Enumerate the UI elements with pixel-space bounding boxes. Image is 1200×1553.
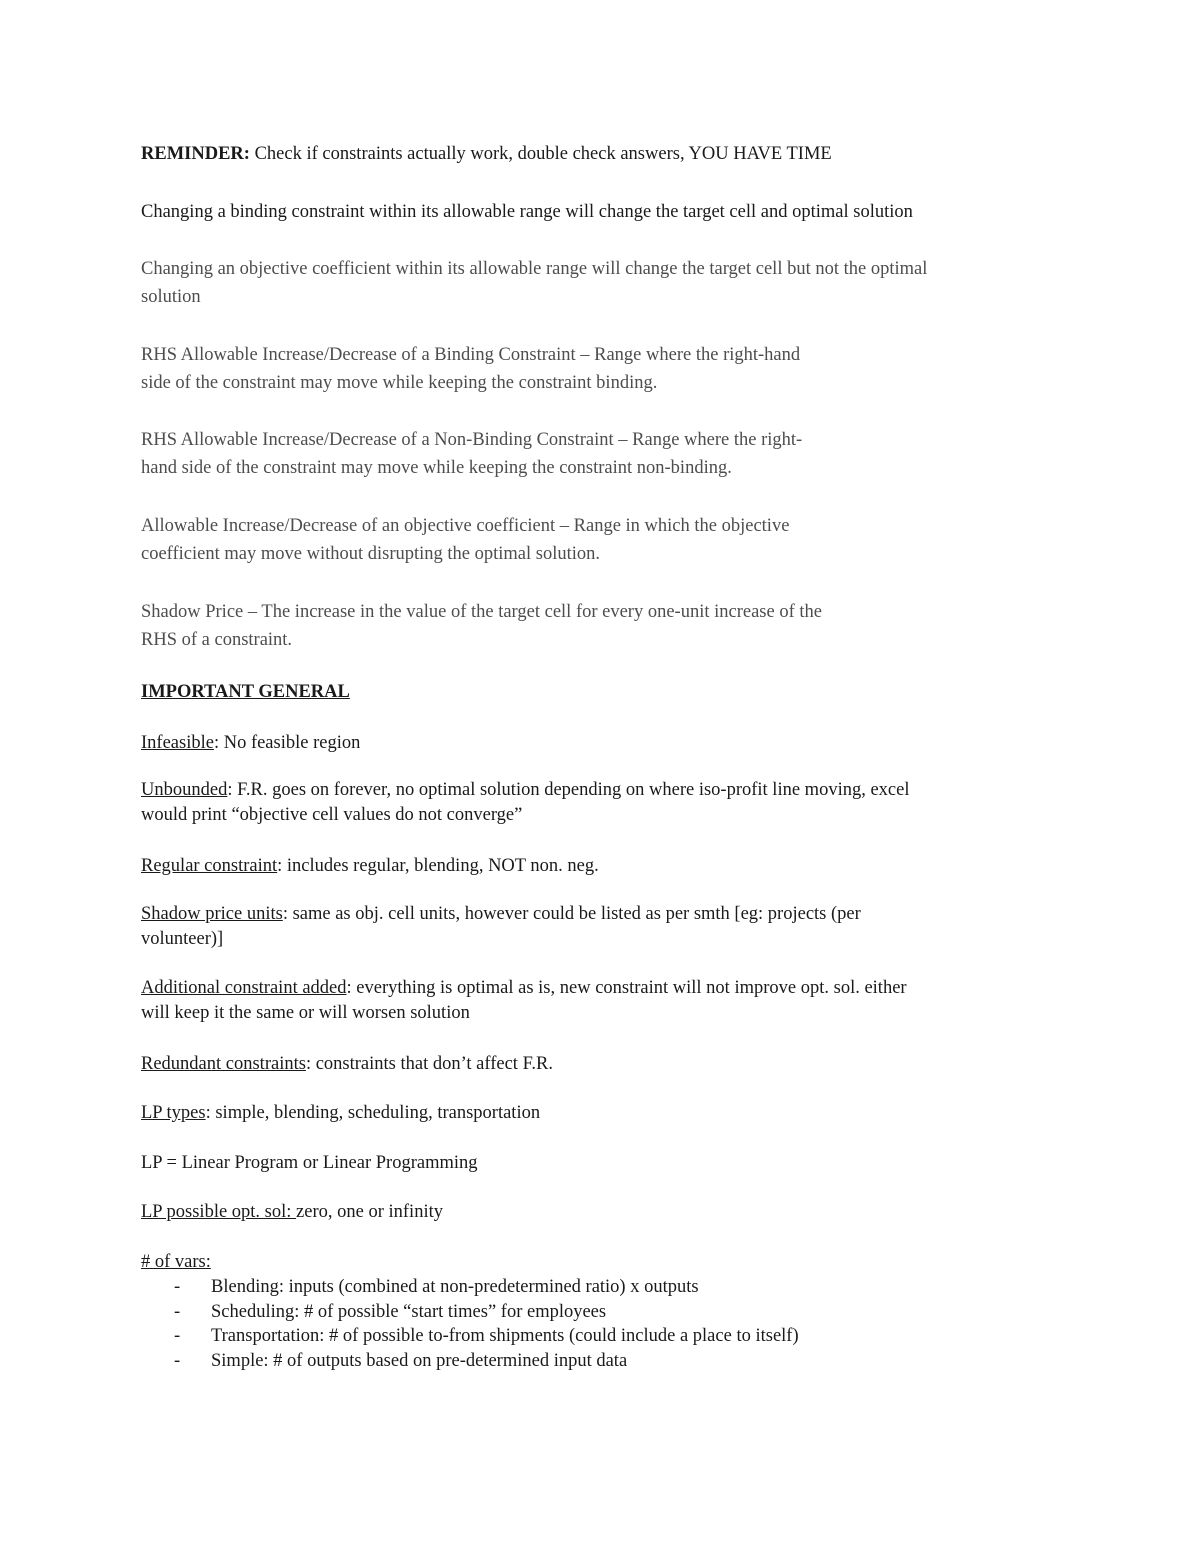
term-regular-constraint: Regular constraint: includes regular, blending, NOT non. neg. xyxy=(141,856,599,876)
note-objective-coefficient: Changing an objective coefficient within its allowable range will change the target cell but not the optimal solution xyxy=(141,259,928,307)
note-rhs-non-binding: RHS Allowable Increase/Decrease of a Non-Binding Constraint – Range where the right- hand side of the constraint may move while keeping the constraint non-binding. xyxy=(141,430,803,478)
term-unbounded: Unbounded: F.R. goes on forever, no optimal solution depending on where iso-profit line moving, excel would print “objective cell values do not converge” xyxy=(141,780,910,825)
term-infeasible: Infeasible: No feasible region xyxy=(141,733,361,753)
term-lp-definition: LP = Linear Program or Linear Programming xyxy=(141,1153,478,1173)
note-allowable-objective: Allowable Increase/Decrease of an objective coefficient – Range in which the objective coefficient may move without disrupting the optimal solution. xyxy=(141,516,790,564)
dash-bullet-icon: - xyxy=(174,1326,181,1346)
reminder-line xyxy=(141,140,1081,168)
important-heading: IMPORTANT GENERAL xyxy=(141,682,350,702)
vars-heading: # of vars: xyxy=(141,1252,211,1272)
note-binding-constraint: Changing a binding constraint within its allowable range will change the target cell and optimal solution xyxy=(141,202,913,222)
reminder-text: Check if constraints actually work, double check answers, YOU HAVE TIME xyxy=(249,144,832,164)
dash-bullet-icon: - xyxy=(174,1302,181,1322)
term-redundant-constraints: Redundant constraints: constraints that don’t affect F.R. xyxy=(141,1054,553,1074)
term-shadow-price-units: Shadow price units: same as obj. cell units, however could be listed as per smth [eg: projects (per volunteer)] xyxy=(141,904,861,949)
dash-bullet-icon: - xyxy=(174,1277,181,1297)
term-lp-possible-solutions: LP possible opt. sol: zero, one or infinity xyxy=(141,1202,443,1222)
term-additional-constraint: Additional constraint added: everything is optimal as is, new constraint will not improve opt. sol. either will keep it the same or will worsen solution xyxy=(141,978,907,1023)
document-page: REMINDER: Check if constraints actually work, double check answers, YOU HAVE TIME Changing a binding constraint within its allowable range will change the target cell and optimal solution Changing an objective coefficient within its allowable range will change the target cell but not the optimal solution RHS Allowable Increase/Decrease of a Binding Constraint – Range where the right-hand side of the constraint may move while keeping the constraint binding. RHS Allowable Increase/Decrease of a Non-Binding Constraint – Range where the right- hand side of the constraint may move while keeping the constraint non-binding. Allowable Increase/Decrease of an objective coefficient – Range in which the objective coefficient may move without disrupting the optimal solution. Shadow Price – The increase in the value of the target cell for every one-unit increase of the RHS of a constraint. IMPORTANT GENERAL Infeasible: No feasible region Unbounded: F.R. goes on forever, no optimal solution depending on where iso-profit line moving, excel would print “objective cell values do not converge” Regular constraint: includes regular, blending, NOT non. neg. Shadow price units: same as obj. cell units, however could be listed as per smth [eg: projects (per volunteer)] Additional constraint added: everything is optimal as is, new constraint will not improve opt. sol. either will keep it the same or will worsen solution Redundant constraints: constraints that don’t affect F.R. LP types: simple, blending, scheduling, transportation LP = Linear Program or Linear Programming LP possible opt. sol: zero, one or infinity # of vars: - Blending: inputs (combined at non-predetermined ratio) x outputs - Scheduling: # of possible “start times” for employees - Transportation: # of possible to-from shipments (could include a place to itself) - Simple: # of outputs based on pre-determined input data xyxy=(0,0,1200,1553)
reminder-label: REMINDER: xyxy=(141,144,250,164)
note-shadow-price: Shadow Price – The increase in the value of the target cell for every one-unit increase of the RHS of a constraint. xyxy=(141,602,822,650)
dash-bullet-icon: - xyxy=(174,1351,181,1371)
term-lp-types: LP types: simple, blending, scheduling, transportation xyxy=(141,1103,541,1123)
note-rhs-binding: RHS Allowable Increase/Decrease of a Binding Constraint – Range where the right-hand side of the constraint may move while keeping the constraint binding. xyxy=(141,345,801,393)
